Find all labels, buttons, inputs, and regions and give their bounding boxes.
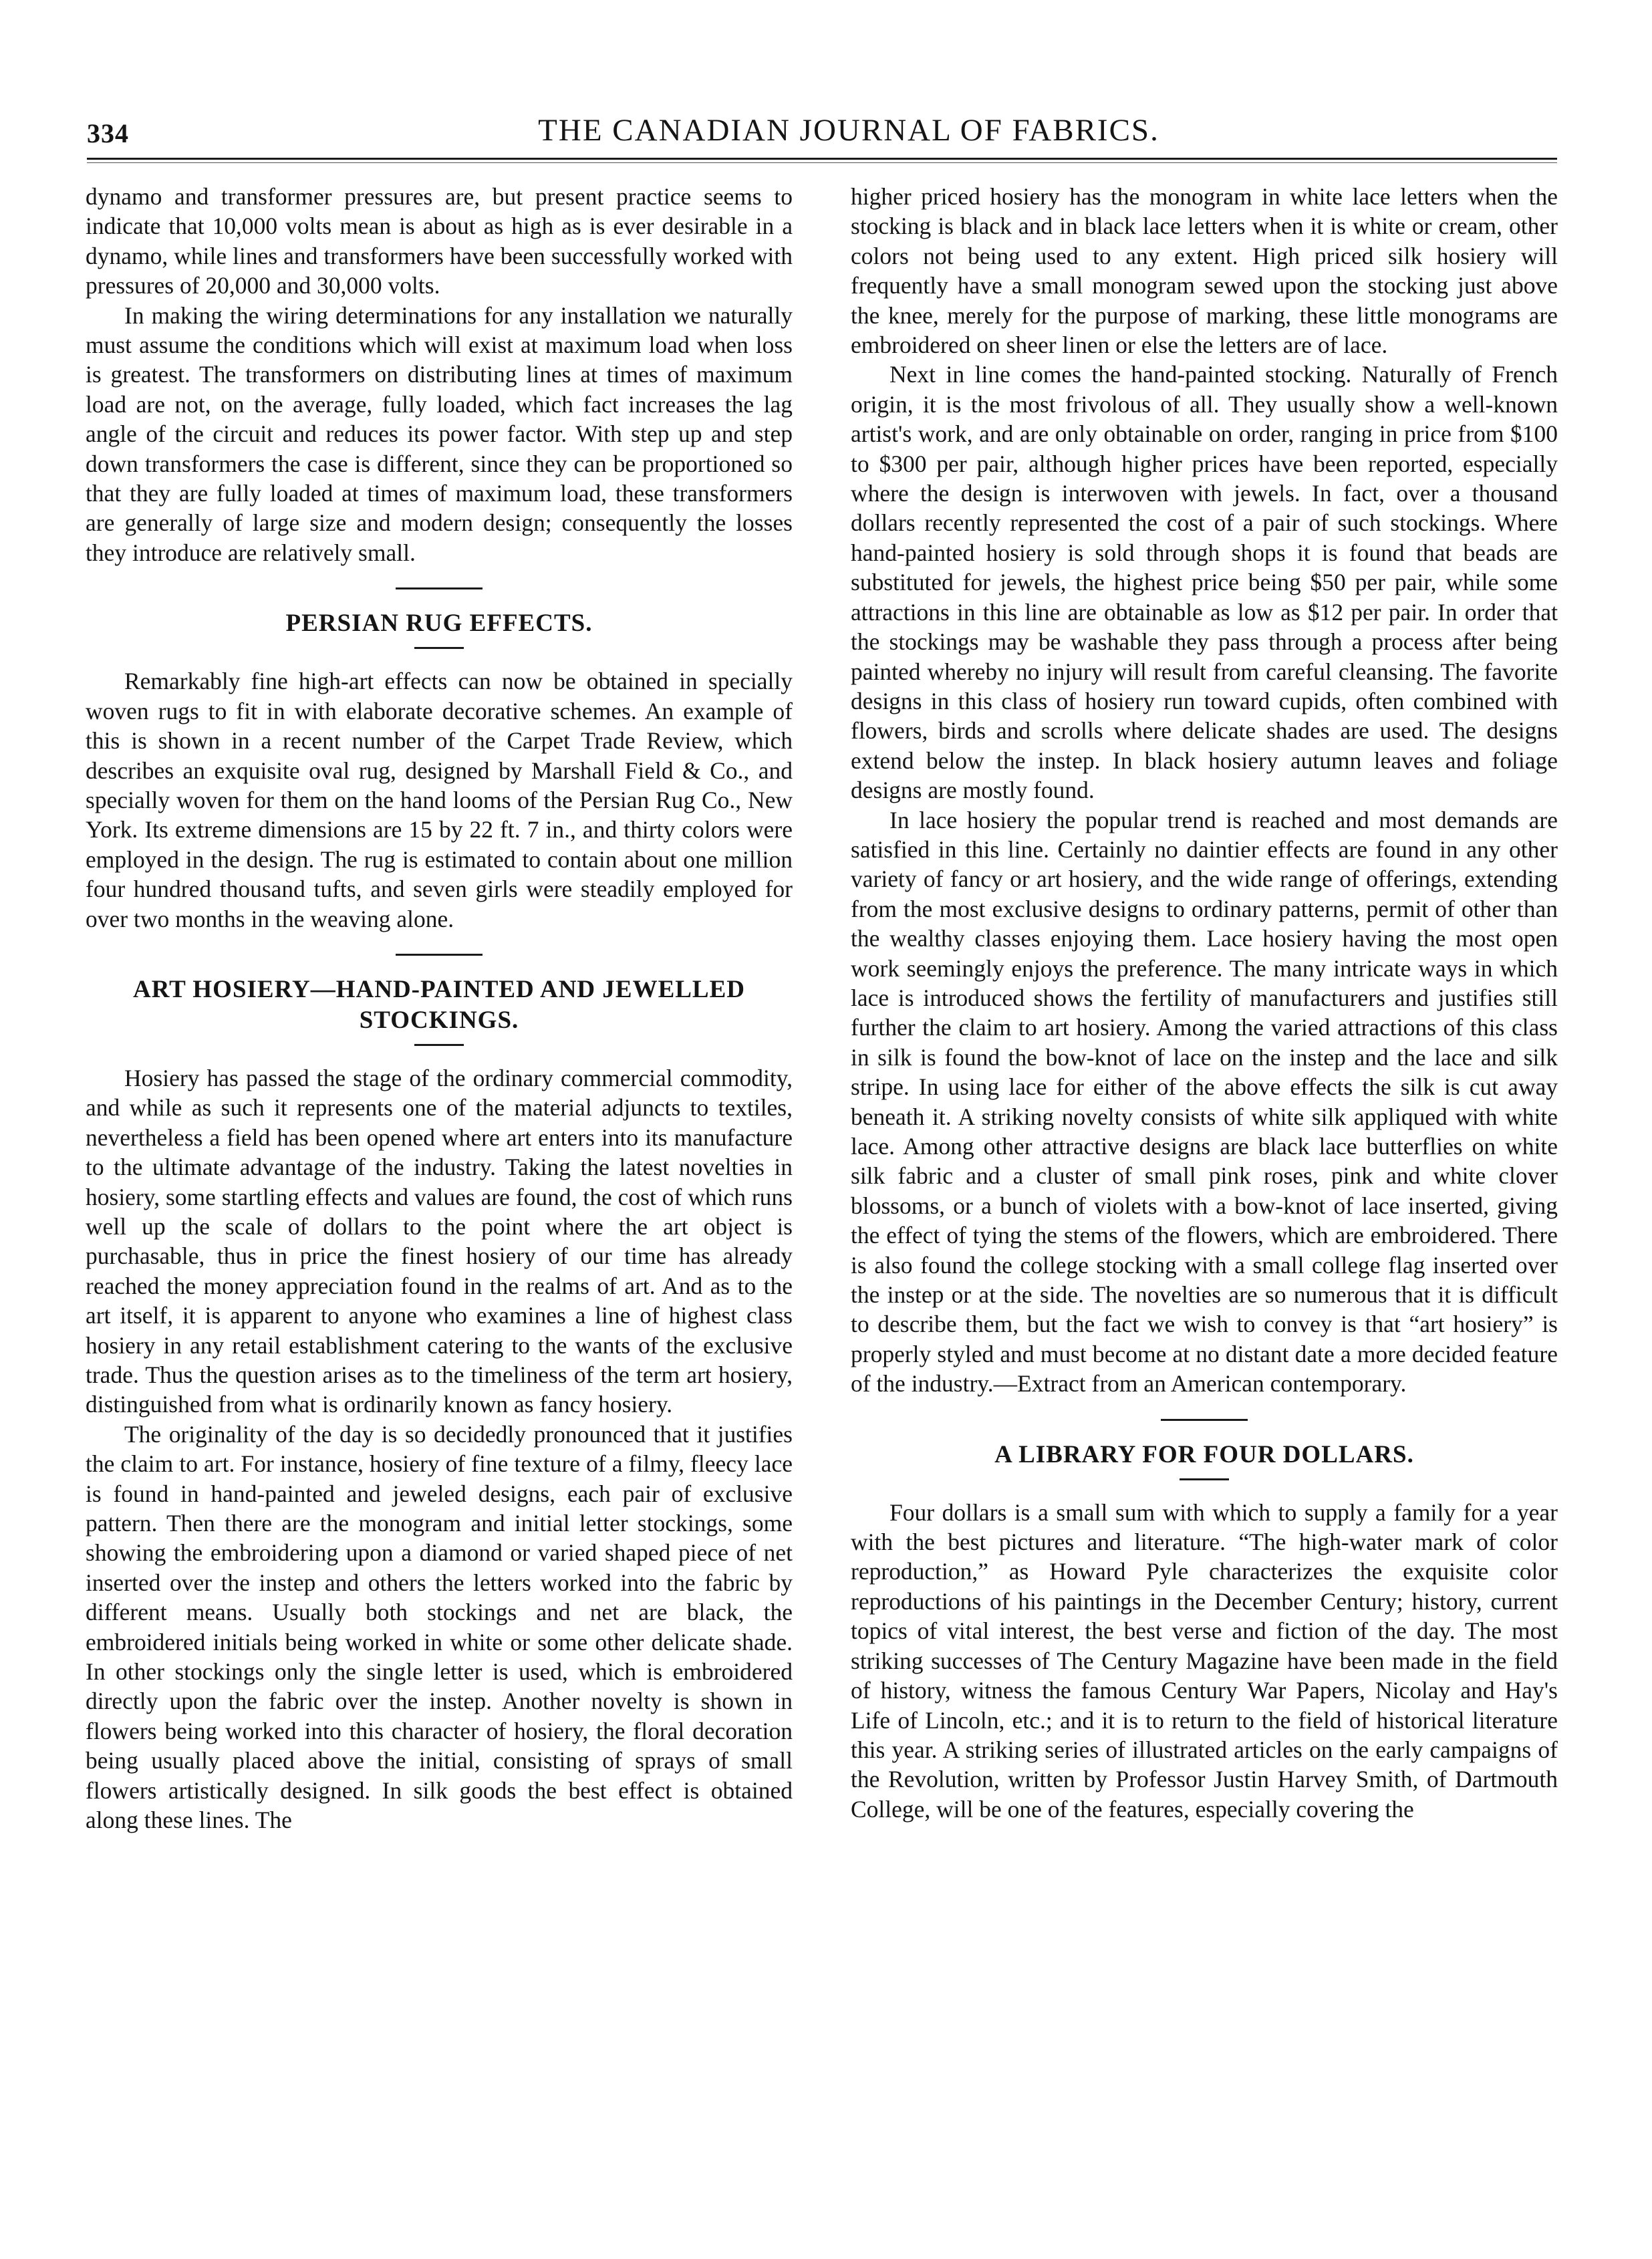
hosiery-paragraph: Next in line comes the hand-painted stocking. Naturally of French origin, it is the most frivolous of all. They usually show a well-known artist's work, and are only obtainable on order, ranging in price from $100 to $300 per pair, although higher prices have been reported, especially where the design is interwoven with jewels. In fact, over a thousand dollars recently represented the cost of a pair of such stockings. Where hand-painted hosiery is sold through shops it is found that beads are substituted for jewels, the highest price being $50 per pair, while some attractions in this line are obtainable as low as $12 per pair. In order that the stockings may be washable they pass through a process after being painted whereby no injury will result from careful cleansing. The favorite designs in this class of hosiery run toward cupids, often combined with flowers, birds and scrolls where delicate shades are used. The designs extend below the instep. In black hosiery autumn leaves and foliage designs are mostly found. bbox=[851, 361, 1558, 804]
library-paragraph: Four dollars is a small sum with which to supply a family for a year with the best pictures and literature. “The high-water mark of color reproduction,” as Howard Pyle characterizes the exquisite color reproductions of his paintings in the December Century; history, current topics of vital interest, the best verse and fiction of the day. The most striking successes of The Century Magazine have been made in the field of history, witness the famous Century War Papers, Nicolay and Hay's Life of Lincoln, etc.; and it is to return to the field of historical literature this year. A striking series of illustrated articles on the early campaigns of the Revolution, written by Professor Justin Harvey Smith, of Dartmouth College, will be one of the features, especially covering the bbox=[851, 1498, 1558, 1823]
left-column bbox=[86, 182, 793, 1835]
heading-underline bbox=[414, 647, 464, 649]
art-hosiery-heading-line2: STOCKINGS. bbox=[359, 1006, 519, 1034]
header-rule bbox=[87, 158, 1557, 160]
hosiery-paragraph: The originality of the day is so decidedly pronounced that it justifies the claim to art. For instance, hosiery of fine texture of a filmy, fleecy lace is found in hand-painted and jeweled designs, each pair of exclusive pattern. Then there are the monogram and initial letter stockings, some showing the embroidering upon a diamond or varied shaped piece of net inserted over the instep and others the letters worked into the fabric by different means. Usually both stockings and net are black, the embroidered initials being worked in white or some other delicate shade. In other stockings only the single letter is used, which is embroidered directly upon the fabric over the instep. Another novelty is shown in flowers being worked into this character of hosiery, the floral decoration being usually placed above the initial, consisting of sprays of small flowers artistically designed. In silk goods the best effect is obtained along these lines. The bbox=[86, 1420, 793, 1834]
heading-underline bbox=[1180, 1478, 1229, 1480]
persian-rug-heading: PERSIAN RUG EFFECTS. bbox=[285, 610, 593, 638]
header-rule-thin bbox=[87, 162, 1557, 163]
section-divider bbox=[396, 954, 483, 956]
persian-rug-paragraph: Remarkably fine high-art effects can now be obtained in specially woven rugs to fit in with elaborate decorative schemes. An example of this is shown in a recent number of the Carpet Trade Review, which describes an exquisite oval rug, designed by Marshall Field & Co., and specially woven for them on the hand looms of the Persian Rug Co., New York. Its extreme dimensions are 15 by 22 ft. 7 in., and thirty colors were employed in the design. The rug is estimated to contain about one million four hundred thousand tufts, and seven girls were steadily employed for over two months in the weaving alone. bbox=[86, 668, 793, 932]
journal-title: THE CANADIAN JOURNAL OF FABRICS. bbox=[538, 113, 1159, 148]
hosiery-paragraph: Hosiery has passed the stage of the ordinary commercial commodity, and while as such it represents one of the material adjuncts to textiles, nevertheless a field has been opened where art enters into its manufacture to the ultimate advantage of the industry. Taking the latest novelties in hosiery, some startling effects and values are found, the cost of which runs well up the scale of dollars to the point where the art object is purchasable, thus in price the finest hosiery of our time has already reached the money appreciation found in the realms of art. And as to the art itself, it is apparent to anyone who examines a line of highest class hosiery in any retail establishment catering to the wants of the exclusive trade. Thus the question arises as to the timeliness of the term art hosiery, distinguished from what is ordinarily known as fancy hosiery. bbox=[86, 1064, 793, 1418]
running-head bbox=[87, 112, 1557, 159]
art-hosiery-heading-line1: ART HOSIERY—HAND-PAINTED AND JEWELLED bbox=[132, 975, 746, 1003]
section-divider bbox=[396, 587, 483, 589]
dynamo-paragraph-continued: dynamo and transformer pressures are, but present practice seems to indicate that 10,000 volts mean is about as high as is ever desirable in a dynamo, while lines and transformers have been successfully worked with pressures of 20,000 and 30,000 volts. bbox=[86, 183, 793, 299]
section-divider bbox=[1161, 1419, 1248, 1421]
library-heading: A LIBRARY FOR FOUR DOLLARS. bbox=[994, 1440, 1414, 1468]
dynamo-paragraph: In making the wiring determinations for any installation we naturally must assume the conditions which will exist at maximum load when loss is greatest. The transformers on distributing lines at times of maximum load are not, on the average, fully loaded, which fact increases the lag angle of the circuit and reduces its power factor. With step up and step down transformers the case is different, since they can be proportioned so that they are fully loaded at times of maximum load, these transformers are generally of large size and modern design; consequently the losses they introduce are relatively small. bbox=[86, 301, 793, 566]
heading-underline bbox=[414, 1044, 464, 1046]
page-number: 334 bbox=[87, 118, 129, 148]
art-hosiery-heading bbox=[86, 974, 793, 1036]
hosiery-paragraph: In lace hosiery the popular trend is reached and most demands are satisfied in this line. Certainly no daintier effects are found in any other variety of fancy or art hosiery, and the wide range of offerings, extending from the most exclusive designs to ordinary patterns, permit of other than the wealthy classes enjoying them. Lace hosiery having the most open work seemingly enjoys the preference. The many intricate ways in which lace is introduced shows the fertility of manufacturers and justifies still further the claim to art hosiery. Among the varied attractions of this class in silk is found the bow-knot of lace on the instep and the lace and silk stripe. In using lace for either of the above effects the silk is cut away beneath it. A striking novelty consists of white silk appliqued with white lace. Among other attractive designs are black lace butterflies on white silk fabric and a cluster of small pink roses, pink and white clover blossoms, or a bunch of violets with a bow-knot of lace inserted, giving the effect of tying the stems of the flowers, which are embroidered. There is also found the college stocking with a small college flag inserted over the instep or at the side. The novelties are so numerous that it is difficult to describe them, but the fact we wish to convey is that “art hosiery” is properly styled and must become at no distant date a more decided feature of the industry.—Extract from an American contemporary. bbox=[851, 806, 1558, 1398]
right-column bbox=[851, 182, 1558, 1824]
hosiery-paragraph-continued: higher priced hosiery has the monogram in white lace letters when the stocking is black and in black lace letters when it is white or cream, other colors not being used to any extent. High priced silk hosiery will frequently have a small monogram sewed upon the stocking just above the knee, merely for the purpose of marking, these little monograms are embroidered on sheer linen or else the letters are of lace. bbox=[851, 183, 1558, 359]
